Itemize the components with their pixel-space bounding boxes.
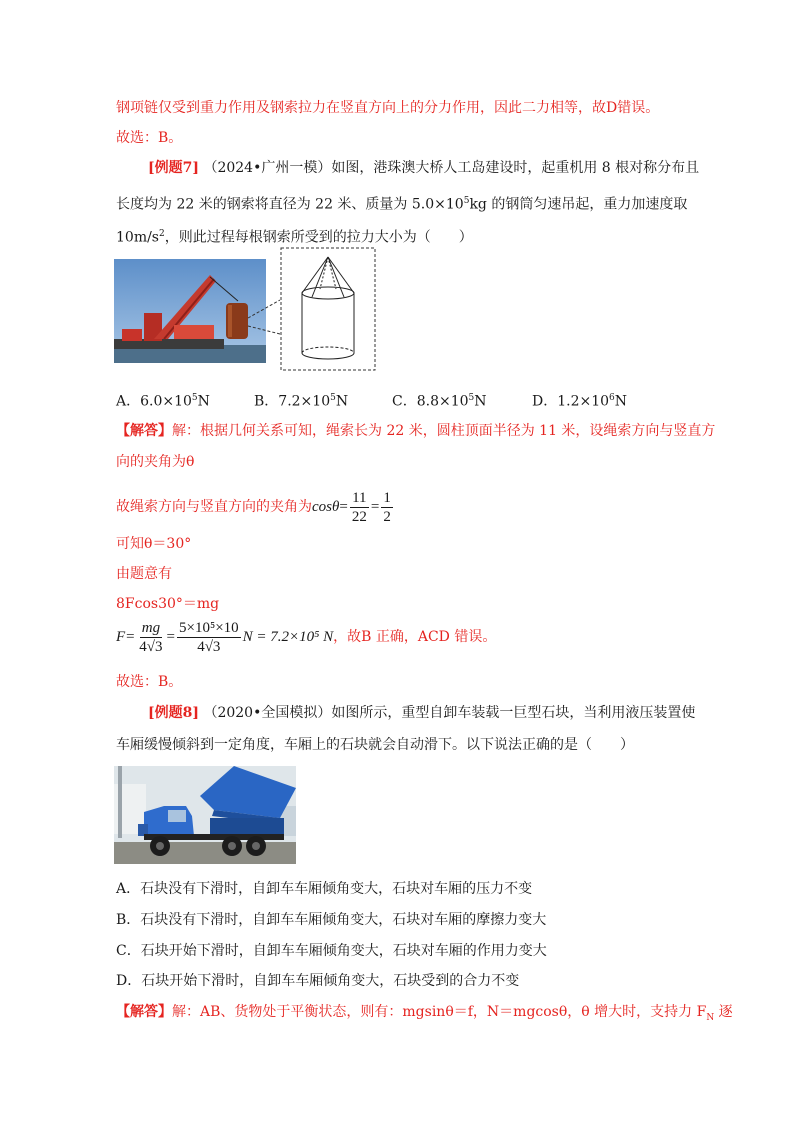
ex7-answer-cos-formula: 故绳索方向与竖直方向的夹角为cosθ= $\frac{11}{22}$ = $\frac{1}{2}$ [116, 489, 391, 525]
fraction-value: $\frac{\text{5×10⁵×10}}{4√3}$ [179, 619, 239, 655]
ex7-answer-line2: 向的夹角为θ [116, 454, 195, 470]
ex7-answer-given: 由题意有 [116, 566, 172, 582]
cylinder-diagram [280, 247, 376, 371]
dump-truck-photo [114, 766, 296, 864]
crane-photo [114, 259, 266, 363]
ex8-option-a: A．石块没有下滑时，自卸车车厢倾角变大，石块对车厢的压力不变 [116, 881, 533, 897]
ex7-tag: [例题7] [148, 160, 199, 176]
ex7-question-line1: [例题7] （2024•广州一模）如图，港珠澳大桥人工岛建设时，起重机用 8 根对称分布且 [148, 160, 700, 176]
ex8-option-c: C．石块开始下滑时，自卸车车厢倾角变大，石块对车厢的作用力变大 [116, 943, 547, 959]
ex8-option-d: D．石块开始下滑时，自卸车车厢倾角变大，石块受到的合力不变 [116, 973, 520, 989]
ex8-question-line1: [例题8] （2020•全国模拟）如图所示，重型自卸车装载一巨型石块，当利用液压装置使 [148, 705, 696, 721]
ex7-option-c: C．$8.8\times 10^5N$ [392, 393, 487, 410]
ex7-option-d: D．$1.2\times 10^6N$ [532, 393, 628, 410]
ex8-option-b: B．石块没有下滑时，自卸车车厢倾角变大，石块对车厢的摩擦力变大 [116, 912, 547, 928]
answer-tag: 【解答】 [116, 1004, 172, 1020]
prev-answer-text: 钢项链仅受到重力作用及钢索拉力在竖直方向上的分力作用，因此二力相等，故D错误。 [116, 100, 660, 116]
ex7-question-line2: 长度均为 22 米的钢索将直径为 22 米、质量为 $5.0\times 10^5kg$ 的钢筒匀速吊起，重力加速度取 [116, 196, 688, 213]
ex7-answer-equation: 8Fcos30°＝mg [116, 596, 220, 612]
ex8-tag: [例题8] [148, 705, 199, 721]
ex7-question-line3: $10m/s^2$，则此过程每根钢索所受到的拉力大小为（ ） [116, 229, 473, 246]
fraction-1-2: $\frac{1}{2}$ [383, 489, 391, 525]
dashed-connector [246, 296, 282, 336]
answer-tag: 【解答】 [116, 423, 172, 439]
ex8-question-line2: 车厢缓慢倾斜到一定角度，车厢上的石块就会自动滑下。以下说法正确的是（ ） [116, 737, 634, 753]
ex7-answer-theta: 可知θ＝30° [116, 536, 192, 552]
ex7-option-a: A．$6.0\times 10^5N$ [116, 393, 210, 410]
fraction-11-22: $\frac{11}{22}$ [351, 489, 367, 525]
ex7-answer-force-formula: F= $\frac{mg}{4√3}$ = $\frac{\text{5×10⁵×10}}{4√3}$ N = 7.2×10⁵ N，故B 正确，ACD 错误。 [116, 619, 497, 655]
ex8-answer-line1: 【解答】解：AB、货物处于平衡状态，则有：mgsinθ＝f，N＝mgcosθ，θ 增大时，支持力 $F_N$ 逐 [116, 1004, 733, 1023]
ex7-option-b: B．$7.2\times 10^5N$ [254, 393, 349, 410]
prev-answer-choice: 故选：B。 [116, 130, 183, 146]
ex7-answer-choice: 故选：B。 [116, 674, 183, 690]
ex7-answer-line1: 【解答】解：根据几何关系可知，绳索长为 22 米，圆柱顶面半径为 11 米，设绳索方向与竖直方 [116, 423, 716, 439]
fraction-mg: $\frac{mg}{4√3}$ [139, 619, 163, 655]
